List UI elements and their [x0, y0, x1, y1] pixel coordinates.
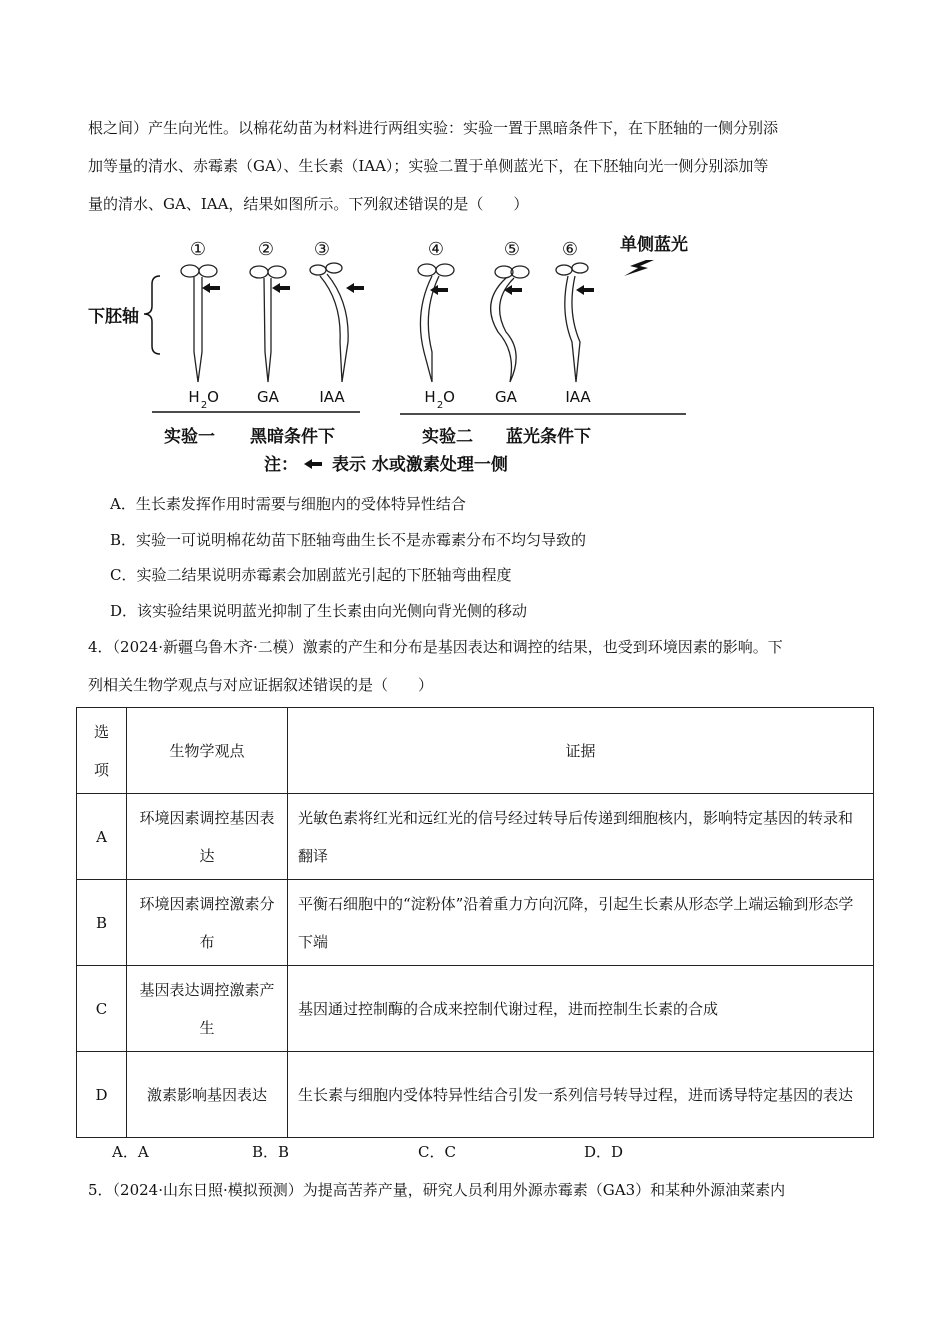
q4-stem-line-1: 4．（2024·新疆乌鲁木齐·二模）激素的产生和分布是基因表达和调控的结果，也受到环境因素的影响。下	[88, 638, 783, 656]
q4-answer-a: A．A	[112, 1143, 149, 1161]
header-option: 选项	[77, 708, 127, 794]
label-5: ⑤	[503, 239, 521, 260]
treatment-o-2: O	[443, 388, 455, 406]
arrow-icon-6	[576, 285, 594, 295]
q3-stem-line-2: 加等量的清水、赤霉素（GA）、生长素（IAA）；实验二置于单侧蓝光下，在下胚轴向光一侧分别添加等	[88, 157, 769, 175]
arrow-icon-1	[202, 283, 220, 293]
treatment-ga-2: GA	[495, 388, 517, 406]
label-1: ①	[189, 239, 207, 260]
header-viewpoint: 生物学观点	[127, 708, 288, 794]
arrow-icon-3	[346, 283, 364, 293]
note-text: 表示 水或激素处理一侧	[332, 455, 508, 475]
row-d-option: D	[77, 1052, 127, 1138]
q3-stem-line-3: 量的清水、GA、IAA，结果如图所示。下列叙述错误的是（ ）	[88, 195, 529, 213]
axis-label: 下胚轴	[88, 307, 139, 327]
exp2-label: 实验二	[422, 427, 473, 447]
q4-table	[76, 707, 874, 1138]
exp1-condition: 黑暗条件下	[250, 427, 335, 447]
row-c-option: C	[77, 966, 127, 1052]
treatment-h-1: H	[188, 388, 200, 406]
q4-answer-c: C．C	[418, 1143, 456, 1161]
row-d-evidence: 生长素与细胞内受体特异性结合引发一系列信号转导过程，进而诱导特定基因的表达	[288, 1052, 874, 1138]
row-a-option: A	[77, 794, 127, 880]
exp1-label: 实验一	[164, 427, 215, 447]
light-label: 单侧蓝光	[620, 235, 688, 255]
label-2: ②	[257, 239, 275, 260]
row-b-viewpoint: 环境因素调控激素分布	[127, 880, 288, 966]
q3-option-a: A．生长素发挥作用时需要与细胞内的受体特异性结合	[110, 495, 466, 513]
row-d-viewpoint: 激素影响基因表达	[127, 1052, 288, 1138]
q3-option-c: C．实验二结果说明赤霉素会加剧蓝光引起的下胚轴弯曲程度	[110, 566, 512, 584]
q5-stem-line-1: 5．（2024·山东日照·模拟预测）为提高苦荞产量，研究人员利用外源赤霉素（GA3）和某种外源油菜素内	[88, 1181, 786, 1199]
label-3: ③	[313, 239, 331, 260]
table-row	[77, 966, 874, 1052]
treatment-ga-1: GA	[257, 388, 279, 406]
row-a-viewpoint: 环境因素调控基因表达	[127, 794, 288, 880]
note-prefix: 注：	[264, 455, 298, 475]
q4-answer-b: B．B	[252, 1143, 290, 1161]
note-arrow-icon	[304, 459, 322, 469]
label-6: ⑥	[561, 239, 579, 260]
q3-option-d: D．该实验结果说明蓝光抑制了生长素由向光侧向背光侧的移动	[110, 602, 528, 620]
row-a-evidence: 光敏色素将红光和远红光的信号经过转导后传递到细胞核内，影响特定基因的转录和翻译	[288, 794, 874, 880]
row-b-option: B	[77, 880, 127, 966]
row-c-evidence: 基因通过控制酶的合成来控制代谢过程，进而控制生长素的合成	[288, 966, 874, 1052]
q3-stem-line-1: 根之间）产生向光性。以棉花幼苗为材料进行两组实验：实验一置于黑暗条件下，在下胚轴的一侧分别添	[88, 119, 779, 137]
header-evidence: 证据	[288, 708, 874, 794]
q3-option-b: B．实验一可说明棉花幼苗下胚轴弯曲生长不是赤霉素分布不均匀导致的	[110, 531, 587, 549]
label-4: ④	[427, 239, 445, 260]
exp2-condition: 蓝光条件下	[506, 427, 591, 447]
treatment-sub-1: 2	[200, 400, 208, 411]
treatment-iaa-1: IAA	[319, 388, 345, 406]
table-row	[77, 794, 874, 880]
lightning-icon	[624, 260, 654, 276]
row-c-viewpoint: 基因表达调控激素产生	[127, 966, 288, 1052]
treatment-h-2: H	[424, 388, 436, 406]
brace-icon	[144, 276, 160, 354]
table-row	[77, 880, 874, 966]
treatment-sub-2: 2	[436, 400, 444, 411]
row-b-evidence: 平衡石细胞中的“淀粉体”沿着重力方向沉降，引起生长素从形态学上端运输到形态学下端	[288, 880, 874, 966]
arrow-icon-2	[272, 283, 290, 293]
treatment-o-1: O	[207, 388, 219, 406]
q4-answer-d: D．D	[584, 1143, 624, 1161]
q4-stem-line-2: 列相关生物学观点与对应证据叙述错误的是（ ）	[88, 676, 434, 694]
treatment-iaa-2: IAA	[565, 388, 591, 406]
seedling-figure	[80, 232, 780, 477]
table-row	[77, 1052, 874, 1138]
table-header-row	[77, 708, 874, 794]
